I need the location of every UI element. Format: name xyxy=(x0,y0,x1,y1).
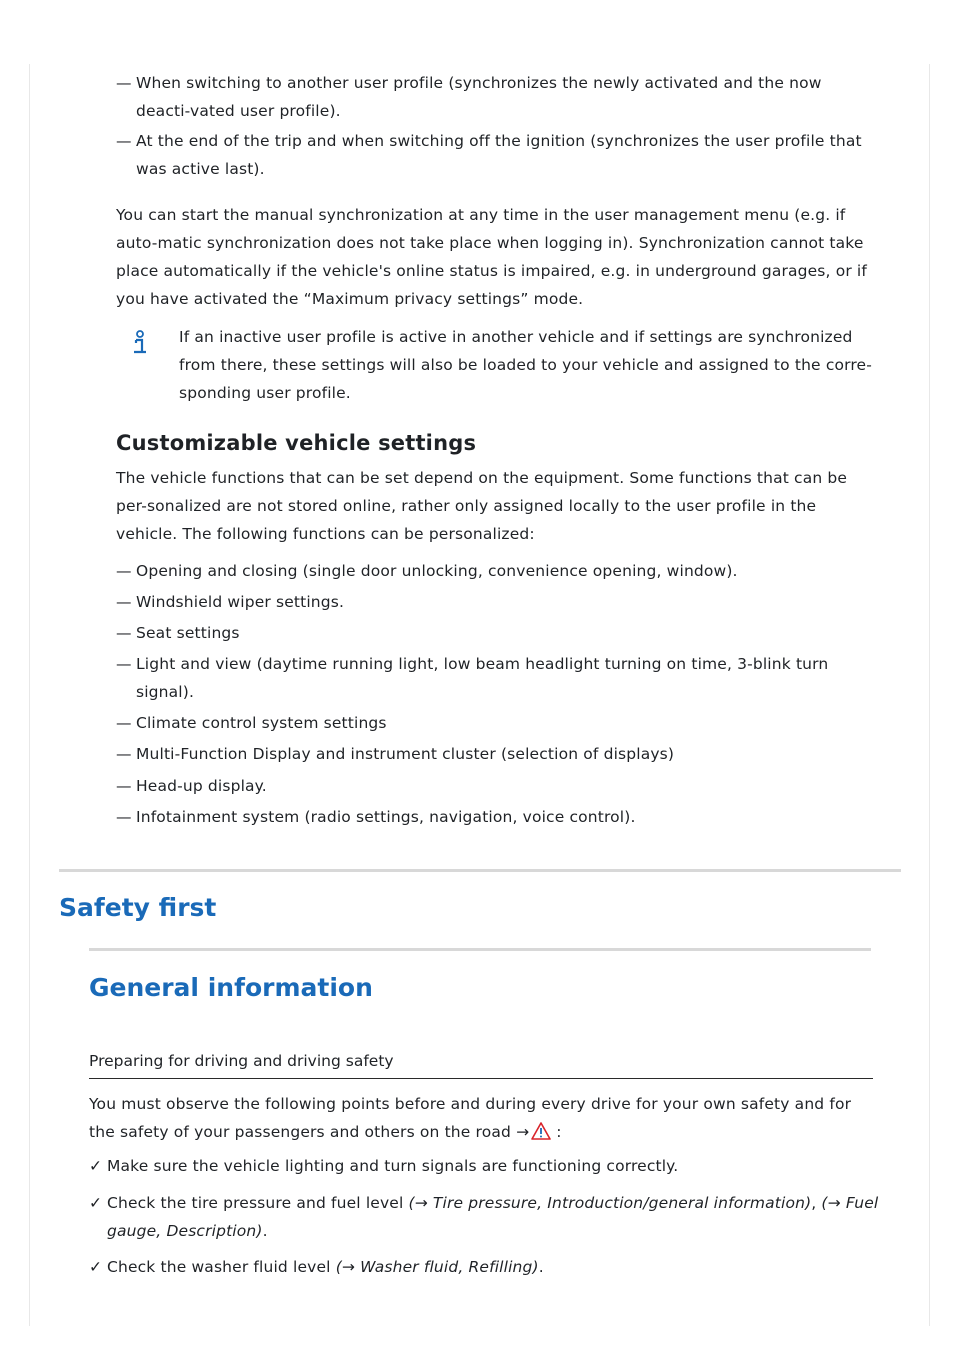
cross-reference-link[interactable]: (→ Washer fluid, Refilling) xyxy=(335,1258,539,1276)
end-punct: . xyxy=(262,1222,268,1240)
check-item xyxy=(89,1253,879,1281)
separator: , xyxy=(811,1194,817,1212)
dash-bullet: — xyxy=(116,655,132,673)
subsection-divider xyxy=(89,948,871,951)
list-item xyxy=(116,740,876,768)
list-item-text: Opening and closing (single door unlocking, convenience opening, window). xyxy=(136,562,738,580)
dash-bullet: — xyxy=(116,74,132,92)
check-icon: ✓ xyxy=(89,1194,103,1212)
page-border-left xyxy=(29,64,30,1326)
list-item-text: At the end of the trip and when switching off the ignition (synchronizes the user profile that was active last). xyxy=(136,132,862,178)
note-text: If an inactive user profile is active in another vehicle and if settings are synchronized from there, these settings will also be loaded to your vehicle and assigned to the corre-sponding user profile. xyxy=(179,328,872,402)
list-item-text: Head-up display. xyxy=(136,777,267,795)
dash-bullet: — xyxy=(116,777,132,795)
list-item-text: Light and view (daytime running light, low beam headlight turning on time, 3-blink turn signal). xyxy=(136,655,829,701)
check-item-body xyxy=(89,1253,879,1281)
cross-reference-link[interactable]: (→ Fuel gauge, Description) xyxy=(107,1194,879,1240)
list-item-text: Infotainment system (radio settings, navigation, voice control). xyxy=(136,808,636,826)
check-item-text: Make sure the vehicle lighting and turn signals are functioning correctly. xyxy=(107,1157,679,1175)
check-item-text: Check the washer fluid level xyxy=(107,1258,331,1276)
safety-intro-suffix: : xyxy=(556,1123,562,1141)
list-item xyxy=(116,619,876,647)
list-item-text: Climate control system settings xyxy=(136,714,387,732)
warning-icon[interactable] xyxy=(531,1121,551,1139)
list-item xyxy=(116,588,876,616)
safety-intro-text: You must observe the following points before and during every drive for your own safety and for the safety of your passengers and others on the road xyxy=(89,1095,852,1141)
page-border-right xyxy=(929,64,930,1326)
list-item xyxy=(116,557,876,585)
check-item-text: Check the tire pressure and fuel level xyxy=(107,1194,404,1212)
dash-bullet: — xyxy=(116,132,132,150)
list-item xyxy=(116,650,876,706)
customizable-heading: Customizable vehicle settings xyxy=(116,431,477,455)
list-item-text: Windshield wiper settings. xyxy=(136,593,345,611)
check-item xyxy=(89,1189,879,1245)
dash-bullet: — xyxy=(116,808,132,826)
list-item-text: When switching to another user profile (synchronizes the newly activated and the now deacti-vated user profile). xyxy=(136,74,822,120)
list-item xyxy=(116,772,876,800)
caption: Preparing for driving and driving safety xyxy=(89,1052,394,1070)
safety-intro xyxy=(89,1090,879,1146)
dash-bullet: — xyxy=(116,714,132,732)
check-item xyxy=(89,1152,879,1180)
caption-rule xyxy=(89,1078,873,1079)
dash-bullet: — xyxy=(116,624,132,642)
info-icon xyxy=(133,330,147,356)
section-divider xyxy=(59,869,901,872)
list-item xyxy=(116,803,876,831)
dash-bullet: — xyxy=(116,593,132,611)
cross-reference-link[interactable]: (→ Tire pressure, Introduction/general information) xyxy=(408,1194,812,1212)
subsection-title: General information xyxy=(89,973,373,1002)
customizable-intro: The vehicle functions that can be set depend on the equipment. Some functions that can be per-sonalized are not stored online, rather only assigned locally to the user profile in the vehicle. The following functions can be personalized: xyxy=(116,469,848,543)
list-item xyxy=(116,69,876,125)
arrow-icon: → xyxy=(516,1123,530,1141)
dash-bullet: — xyxy=(116,745,132,763)
end-punct: . xyxy=(538,1258,544,1276)
check-icon: ✓ xyxy=(89,1157,103,1175)
list-item xyxy=(116,127,876,183)
list-item-text: Seat settings xyxy=(136,624,240,642)
manual-sync-paragraph: You can start the manual synchronization at any time in the user management menu (e.g. if auto-matic synchronization does not take place when logging in). Synchronization cannot take place automatically if the vehicle's online status is impaired, e.g. in underground garages, or if you have activated the “Maximum privacy settings” mode. xyxy=(116,206,867,308)
list-item xyxy=(116,709,876,737)
list-item-text: Multi-Function Display and instrument cluster (selection of displays) xyxy=(136,745,675,763)
check-item-body xyxy=(89,1189,879,1245)
check-icon: ✓ xyxy=(89,1258,103,1276)
dash-bullet: — xyxy=(116,562,132,580)
section-title: Safety first xyxy=(59,893,217,922)
